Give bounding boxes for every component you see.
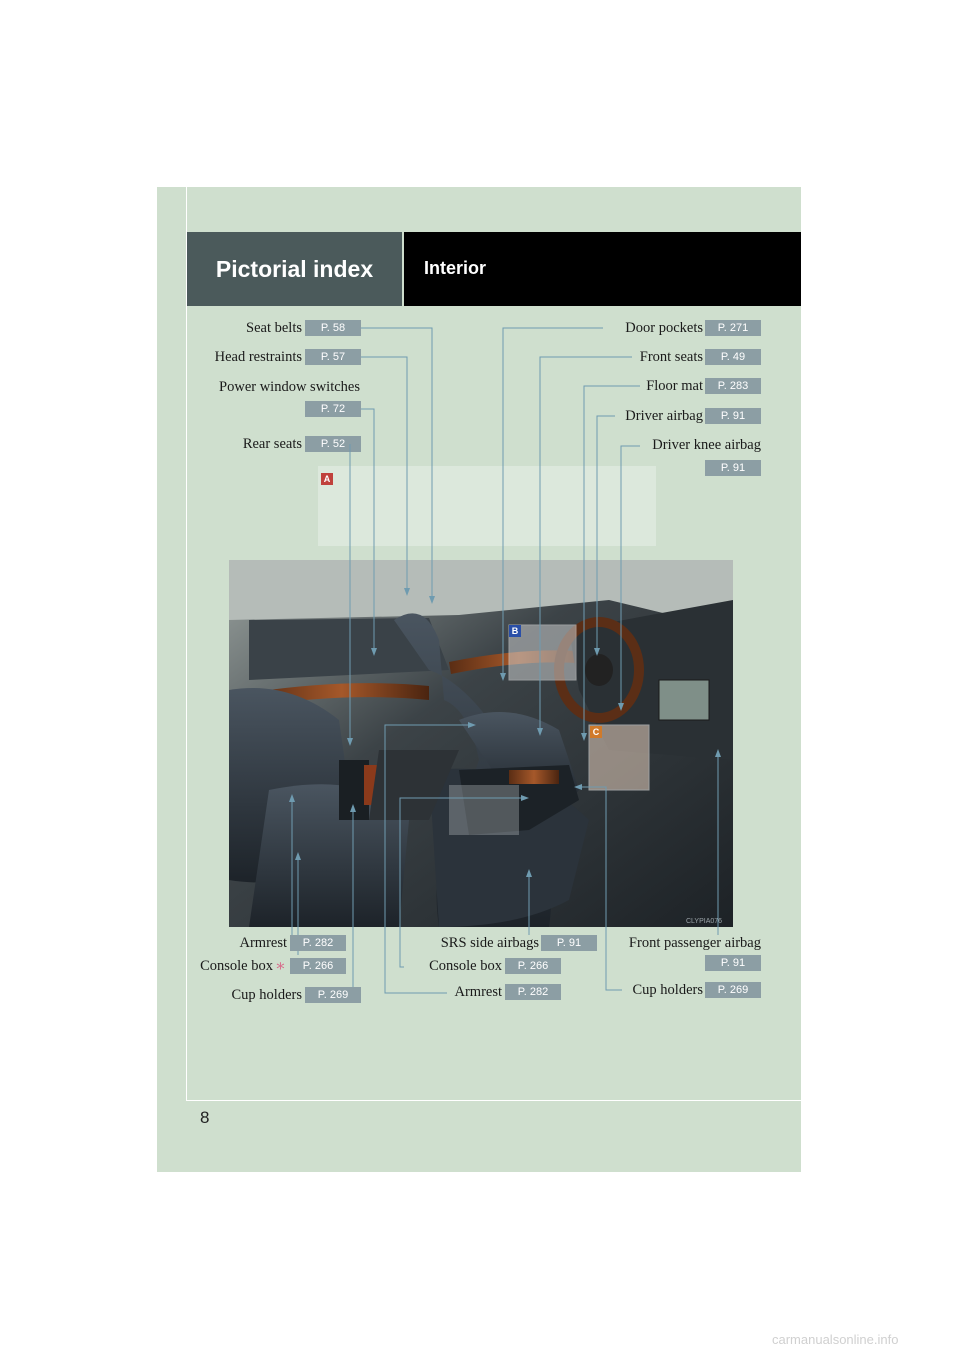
seat-belts-label: Seat belts	[246, 320, 302, 336]
head-restraints-page-ref[interactable]: P. 57	[305, 349, 361, 365]
rear-seats-page-ref[interactable]: P. 52	[305, 436, 361, 452]
door-pockets-page-ref[interactable]: P. 271	[705, 320, 761, 336]
photo-credit: CLYPIA076	[686, 918, 723, 925]
marker-a: A	[321, 473, 333, 485]
armrest-rear-page-ref[interactable]: P. 282	[290, 935, 346, 951]
power-window-switches-page-ref[interactable]: P. 72	[305, 401, 361, 417]
floor-mat-page-ref[interactable]: P. 283	[705, 378, 761, 394]
front-passenger-airbag-label: Front passenger airbag	[628, 935, 761, 951]
leader-front-seats	[540, 357, 632, 730]
cup-holders-rear-page-ref[interactable]: P. 269	[305, 987, 361, 1003]
leader-driver-airbag	[597, 416, 615, 650]
marker-b: B	[509, 625, 521, 637]
leader-seat-belts	[361, 328, 432, 598]
marker-c: C	[590, 726, 602, 738]
cup-holders-front-label: Cup holders	[632, 982, 703, 998]
armrest-front-label: Armrest	[454, 984, 502, 1000]
front-passenger-airbag-page-ref[interactable]: P. 91	[705, 955, 761, 971]
driver-airbag-label: Driver airbag	[625, 408, 703, 424]
section-title: Pictorial index	[187, 232, 402, 306]
front-seats-page-ref[interactable]: P. 49	[705, 349, 761, 365]
leader-cup-holders-front	[580, 787, 622, 990]
leader-power-window	[361, 409, 374, 650]
floor-mat-label: Floor mat	[646, 378, 703, 394]
leader-floor-mat	[584, 386, 640, 735]
armrest-front-page-ref[interactable]: P. 282	[505, 984, 561, 1000]
asterisk-symbol: ∗	[275, 958, 286, 975]
console-box-front-label: Console box	[429, 958, 502, 974]
armrest-rear-label: Armrest	[239, 935, 287, 951]
srs-side-airbags-page-ref[interactable]: P. 91	[541, 935, 597, 951]
rear-seats-label: Rear seats	[242, 436, 302, 452]
watermark-url: carmanualsonline.info	[772, 1332, 899, 1347]
door-pockets-label: Door pockets	[625, 320, 703, 336]
driver-knee-airbag-page-ref[interactable]: P. 91	[705, 460, 761, 476]
leader-head-restraints	[361, 357, 407, 590]
leader-armrest-front	[385, 725, 470, 993]
driver-knee-airbag-label: Driver knee airbag	[652, 437, 761, 453]
seat-belts-page-ref[interactable]: P. 58	[305, 320, 361, 336]
head-restraints-label: Head restraints	[214, 349, 302, 365]
leader-knee-airbag	[621, 446, 640, 705]
leader-door-pockets	[503, 328, 603, 675]
cup-holders-front-page-ref[interactable]: P. 269	[705, 982, 761, 998]
console-box-rear-label: Console box	[200, 958, 273, 974]
front-seats-label: Front seats	[639, 349, 703, 365]
power-window-switches-label: Power window switches	[219, 379, 360, 395]
console-box-rear-page-ref[interactable]: P. 266	[290, 958, 346, 974]
page-number: 8	[200, 1108, 210, 1127]
cup-holders-rear-label: Cup holders	[231, 987, 302, 1003]
console-box-front-page-ref[interactable]: P. 266	[505, 958, 561, 974]
driver-airbag-page-ref[interactable]: P. 91	[705, 408, 761, 424]
srs-side-airbags-label: SRS side airbags	[440, 935, 539, 951]
subsection-title: Interior	[404, 232, 801, 306]
